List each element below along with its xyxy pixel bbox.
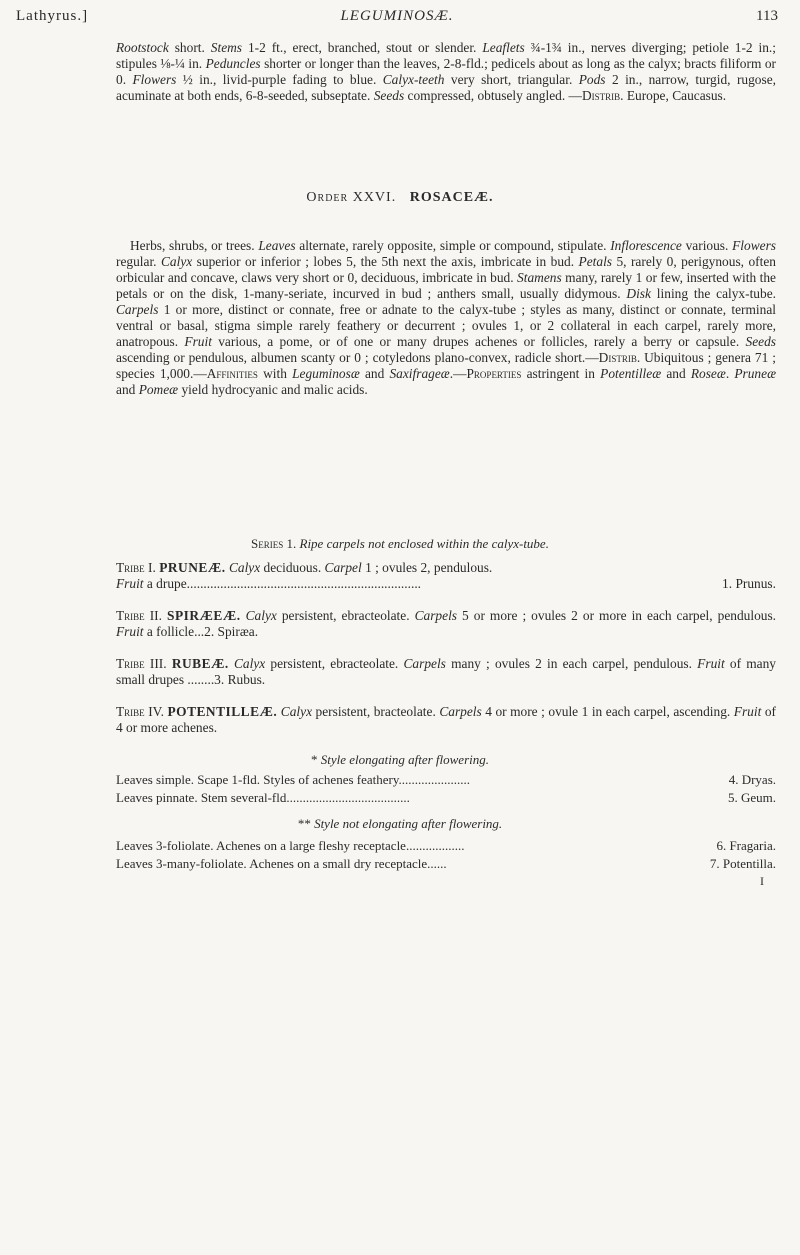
series-heading: Series 1. Ripe carpels not enclosed within the calyx-tube. bbox=[251, 536, 549, 551]
order-label: Order XXVI. bbox=[306, 190, 397, 205]
order-heading bbox=[0, 190, 800, 206]
tribe-rubeae: Tribe III. RUBEÆ. Calyx persistent, ebracteolate. Carpels many ; ovules 2 in each carpel, pendulous. Fruit of many small drupes ........3. Rubus. bbox=[116, 656, 776, 687]
term-pods: Pods bbox=[578, 72, 606, 87]
signature-mark: I bbox=[760, 874, 764, 888]
page-number: 113 bbox=[756, 8, 778, 24]
term-rootstock: Rootstock bbox=[116, 40, 169, 55]
term-distrib: Distrib. bbox=[581, 88, 624, 103]
key-row-potentilla: Leaves 3-many-foliolate. Achenes on a small dry receptacle...... 7. Potentilla. bbox=[116, 856, 776, 871]
order-name: ROSACEÆ. bbox=[409, 190, 494, 205]
tribe-potentilleae: Tribe IV. POTENTILLEÆ. Calyx persistent, bracteolate. Carpels 4 or more ; ovule 1 in each carpel, ascending. Fruit of 4 or more achenes. bbox=[116, 704, 776, 735]
header-family: LEGUMINOSÆ. bbox=[340, 8, 454, 24]
subhead-style-elongating: * Style elongating after flowering. bbox=[310, 752, 489, 767]
term-calyx-teeth: Calyx-teeth bbox=[382, 72, 445, 87]
lathyrus-description: Rootstock short. Stems 1-2 ft., erect, branched, stout or slender. Leaflets ¾-1¾ in., nerves diverging; petiole 1-2 in.; stipules ⅛-¼ in. Peduncles shorter or longer than the leaves, 2-8-fld.; pedicels about as long as the calyx; bracts filiform or 0. Flowers ½ in., livid-purple fading to blue. Calyx-teeth very short, triangular. Pods 2 in., narrow, turgid, rugose, acuminate at both ends, 6-8-seeded, subseptate. Seeds compressed, obtusely angled. —Distrib. Europe, Caucasus. bbox=[116, 40, 777, 103]
term-flowers: Flowers bbox=[132, 72, 177, 87]
key-row-geum: Leaves pinnate. Stem several-fld...................................... 5. Geum. bbox=[116, 790, 776, 805]
key-row-dryas: Leaves simple. Scape 1-fld. Styles of achenes feathery...................... 4. Dryas. bbox=[116, 772, 776, 787]
term-leaflets: Leaflets bbox=[482, 40, 525, 55]
term-peduncles: Peduncles bbox=[205, 56, 261, 71]
key-row-fragaria: Leaves 3-foliolate. Achenes on a large fleshy receptacle.................. 6. Fragaria. bbox=[116, 838, 776, 853]
tribe-pruneae: Tribe I. PRUNEÆ. Calyx deciduous. Carpel 1 ; ovules 2, pendulous. Fruit a drupe...................................................................... 1. Prunus. bbox=[116, 560, 776, 591]
tribe-spiraeeae: Tribe II. SPIRÆEÆ. Calyx persistent, ebracteolate. Carpels 5 or more ; ovules 2 or more in each carpel, pendulous. Fruit a follicle...2. Spiræa. bbox=[116, 608, 777, 639]
running-header bbox=[16, 8, 778, 30]
term-seeds: Seeds bbox=[373, 88, 405, 103]
rosaceae-description: Herbs, shrubs, or trees. Leaves alternate, rarely opposite, simple or compound, stipulate. Inflorescence various. Flowers regular. Calyx superior or inferior ; lobes 5, the 5th next the axis, imbricate in bud. Petals 5, rarely 0, perigynous, often orbicular and concave, claws very short or 0, deciduous, imbricate in bud. Stamens many, rarely 1 or few, inserted with the petals or on the disk, 1-many-seriate, incurved in bud ; anthers small, usually didymous. Disk lining the calyx-tube. Carpels 1 or more, distinct or connate, free or adnate to the calyx-tube ; styles as many, distinct or connate, terminal ventral or basal, stigma simple rarely feathery or decurrent ; ovules 1, or 2 collateral in each carpel, rarely more, anatropous. Fruit various, a pome, or of one or many drupes achenes or follicles, rarely a berry or capsule. Seeds ascending or pendulous, albumen scanty or 0 ; cotyledons plano-convex, radicle short.—Distrib. Ubiquitous ; genera 71 ; species 1,000.—Affinities with Leguminosæ and Saxifrageæ.—Properties astringent in Potentilleæ and Roseæ. Pruneæ and Pomeæ yield hydrocyanic and malic acids. bbox=[116, 238, 776, 397]
header-genus: Lathyrus.] bbox=[16, 8, 89, 24]
term-stems: Stems bbox=[210, 40, 243, 55]
subhead-style-not-elongating: ** Style not elongating after flowering. bbox=[297, 816, 503, 831]
